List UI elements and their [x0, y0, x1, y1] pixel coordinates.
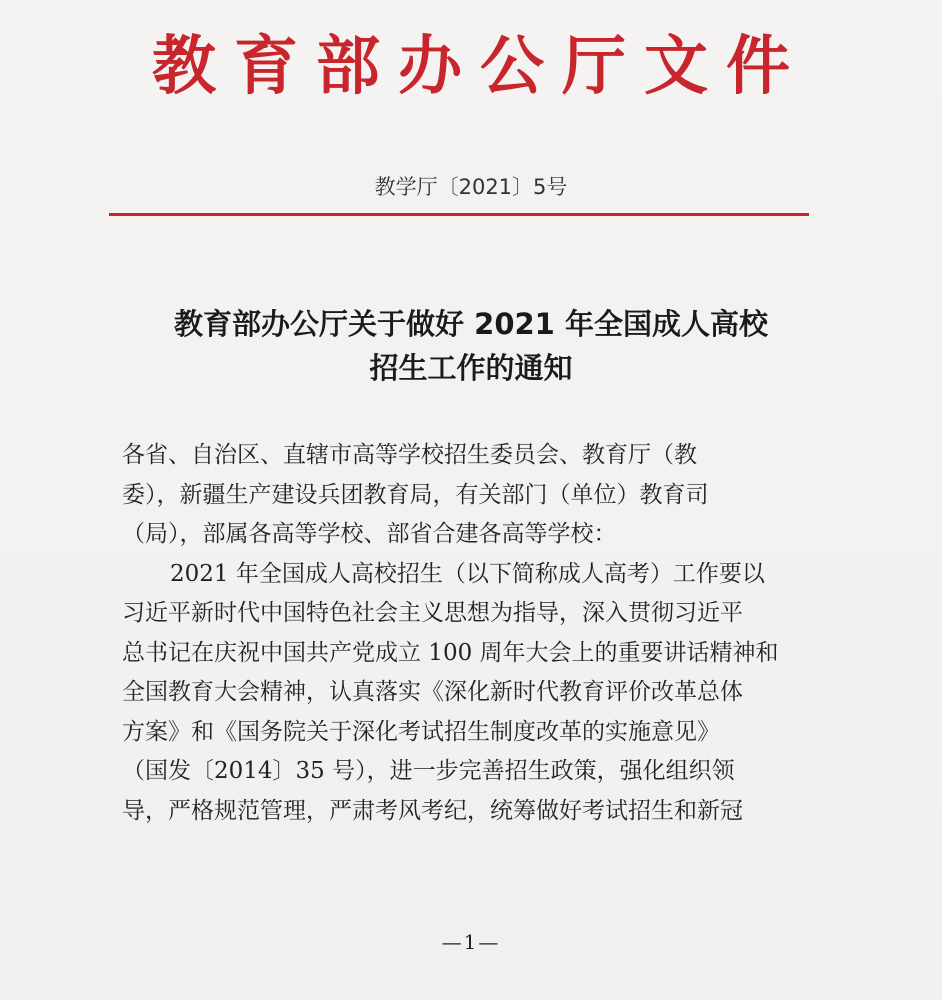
paragraph-line-1: 2021 年全国成人高校招生（以下简称成人高考）工作要以: [170, 560, 765, 587]
document-title-line-1: 教育部办公厅关于做好 2021 年全国成人高校: [174, 307, 768, 341]
paragraph-line-7: 导，严格规范管理，严肃考风考纪，统筹做好考试招生和新冠: [122, 797, 743, 824]
document-body: [122, 436, 822, 831]
document-masthead: 教育部办公厅文件: [152, 29, 808, 104]
page-number: —1—: [441, 930, 501, 954]
paragraph-line-2: 习近平新时代中国特色社会主义思想为指导，深入贯彻习近平: [122, 600, 743, 626]
paragraph-line-6: （国发〔2014〕35 号），进一步完善招生政策，强化组织领: [122, 758, 735, 784]
addressee-line-3: （局），部属各高等学校、部省合建各高等学校：: [122, 521, 617, 547]
paragraph-line-5: 方案》和《国务院关于深化考试招生制度改革的实施意见》: [122, 718, 720, 745]
addressee-line-1: 各省、自治区、直辖市高等学校招生委员会、教育厅（教: [122, 442, 697, 468]
document-number: 教学厅〔2021〕5号: [374, 175, 568, 199]
red-divider-line: [109, 213, 809, 216]
document-title-line-2: 招生工作的通知: [369, 351, 573, 385]
document-title: [0, 302, 942, 390]
addressee-line-2: 委），新疆生产建设兵团教育局，有关部门（单位）教育司: [122, 481, 709, 508]
paragraph-line-3: 总书记在庆祝中国共产党成立 100 周年大会上的重要讲话精神和: [122, 639, 779, 666]
paragraph-line-4: 全国教育大会精神，认真落实《深化新时代教育评价改革总体: [122, 679, 743, 705]
